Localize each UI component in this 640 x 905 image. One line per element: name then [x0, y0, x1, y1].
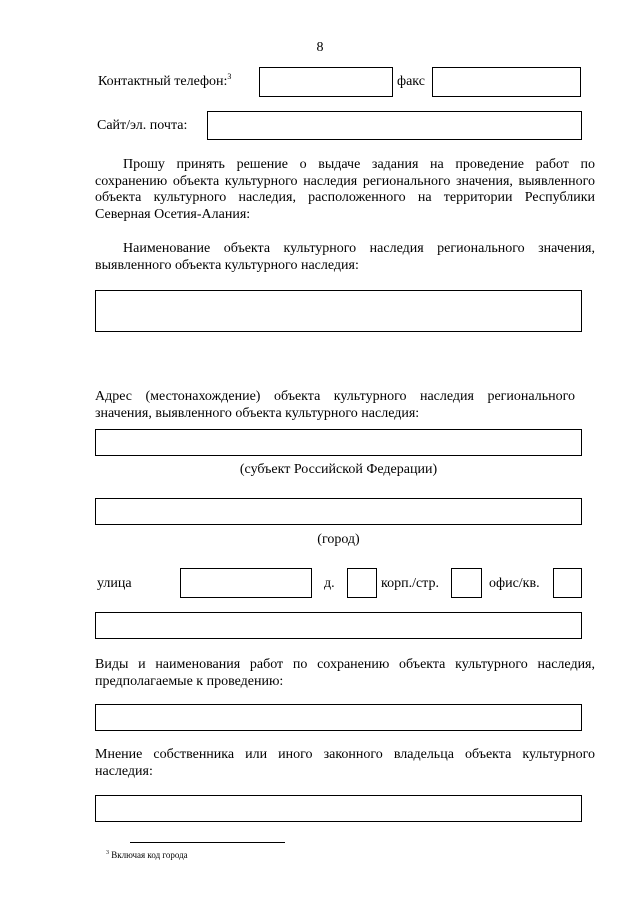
object-name-label: Наименование объекта культурного наследия регионального значения, выявленного объекта культурного наследия:	[95, 241, 595, 273]
city-input[interactable]	[95, 498, 582, 525]
building-input[interactable]	[451, 568, 482, 598]
phone-label-text: Контактный телефон:	[98, 74, 228, 89]
owner-opinion-input[interactable]	[95, 795, 582, 822]
region-input[interactable]	[95, 429, 582, 456]
phone-input[interactable]	[259, 67, 393, 97]
street-label: улица	[97, 576, 132, 591]
footnote-text: Включая код города	[111, 850, 188, 860]
phone-label	[98, 74, 231, 90]
office-label: офис/кв.	[489, 576, 540, 591]
object-name-input[interactable]	[95, 290, 582, 332]
footnote	[106, 850, 188, 860]
owner-opinion-label: Мнение собственника или иного законного владельца объекта культурного наследия:	[95, 747, 595, 779]
footnote-mark: 3	[106, 850, 109, 856]
city-caption: (город)	[317, 532, 360, 547]
office-input[interactable]	[553, 568, 582, 598]
fax-label: факс	[397, 74, 425, 89]
works-input[interactable]	[95, 704, 582, 731]
fax-input[interactable]	[432, 67, 581, 97]
building-label: корп./стр.	[381, 576, 439, 591]
site-email-input[interactable]	[207, 111, 582, 140]
address-extra-input[interactable]	[95, 612, 582, 639]
house-input[interactable]	[347, 568, 377, 598]
request-paragraph: Прошу принять решение о выдаче задания на проведение работ по сохранению объекта культурного наследия регионального значения, выявленного объекта культурного наследия, расположенного на территории Республики Северная Осетия-Алания:	[95, 157, 595, 222]
works-label: Виды и наименования работ по сохранению объекта культурного наследия, предполагаемые к проведению:	[95, 657, 595, 689]
footnote-divider	[130, 842, 285, 843]
region-caption: (субъект Российской Федерации)	[239, 462, 438, 477]
site-email-label: Сайт/эл. почта:	[97, 118, 188, 133]
house-label: д.	[324, 576, 335, 591]
street-input[interactable]	[180, 568, 312, 598]
page-number: 8	[316, 40, 324, 55]
address-label: Адрес (местонахождение) объекта культурного наследия регионального значения, выявленного объекта культурного наследия:	[95, 389, 575, 421]
phone-footnote-mark: 3	[227, 72, 232, 81]
